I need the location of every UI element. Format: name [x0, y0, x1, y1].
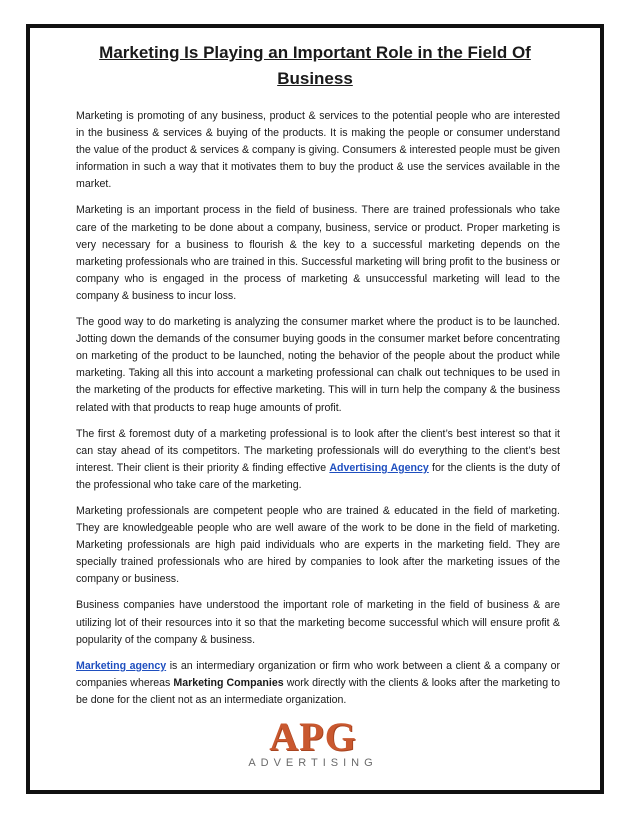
paragraph-4-text-b: for the clients is the duty of the professional who take care of the marketing.: [76, 461, 561, 491]
logo-sub-text: ADVERTISING: [248, 757, 378, 769]
document-title: Marketing Is Playing an Important Role in the Field Of Business: [99, 43, 531, 88]
apg-advertising-logo: [248, 714, 378, 769]
marketing-agency-link[interactable]: Marketing agency: [76, 659, 167, 672]
paragraph-4-text-a: The first & foremost duty of a marketing professional is to look after the client’s best interest so that it can stay ahead of its competitors. The marketing professionals will do everything to the client’s best interest. Their client is their priority & finding effective: [76, 427, 560, 474]
logo-main-text: APG: [269, 714, 357, 759]
paragraph-7-text-a: is an intermediary organization or firm who work between a client & a company or companies whereas: [76, 659, 560, 689]
document-body: [76, 108, 560, 718]
paragraph-2: Marketing is an important process in the field of business. There are trained professionals who take care of the marketing to be done about a company, business, service or product. Proper marketing is very necessary for a business to flourish & the key to a successful marketing depends on the marketing professionals who are trained in this. Successful marketing will bring profit to the business or company who is engaged in the process of marketing & unsuccessful marketing will lead to the company & business to incur loss.: [76, 204, 560, 302]
paragraph-5: Marketing professionals are competent people who are trained & educated in the field of marketing. They are knowledgeable people who are well aware of the work to be done in the field of marketing. Marketing professionals are high paid individuals who are experts in the marketing field. They are specially trained professionals who are hired by companies to look after the marketing issues of the company or business.: [76, 504, 560, 586]
paragraph-3: The good way to do marketing is analyzing the consumer market where the product is to be launched. Jotting down the demands of the consumer buying goods in the consumer market before concentrating on marketing of the product to be launched, noting the behavior of the people about the product while marketing. Taking all this into account a marketing professional can chalk out techniques to be used in the marketing of the products for effective marketing. This will in turn help the company & the business related with that products to reap huge amounts of profit.: [76, 316, 560, 414]
paragraph-4: [76, 426, 560, 494]
document-page: [26, 24, 604, 794]
advertising-agency-link[interactable]: Advertising Agency: [329, 461, 429, 474]
marketing-companies-bold: Marketing Companies: [173, 676, 284, 689]
paragraph-6: Business companies have understood the important role of marketing in the field of business & are utilizing lot of their resources into it so that the marketing become successful which will ensure profit & popularity of the company & business.: [76, 599, 560, 646]
paragraph-7-text-b: work directly with the clients & looks after the marketing to be done for the client not as an intermediate organization.: [76, 676, 560, 706]
paragraph-1: Marketing is promoting of any business, product & services to the potential people who are interested in the business & services & buying of the products. It is making the people or consumer understand the value of the product & services & company is giving. Consumers & interested people must be given information in such a way that it motivates them to buy the product & use the services available in the market.: [76, 110, 560, 191]
paragraph-7: [76, 658, 560, 709]
